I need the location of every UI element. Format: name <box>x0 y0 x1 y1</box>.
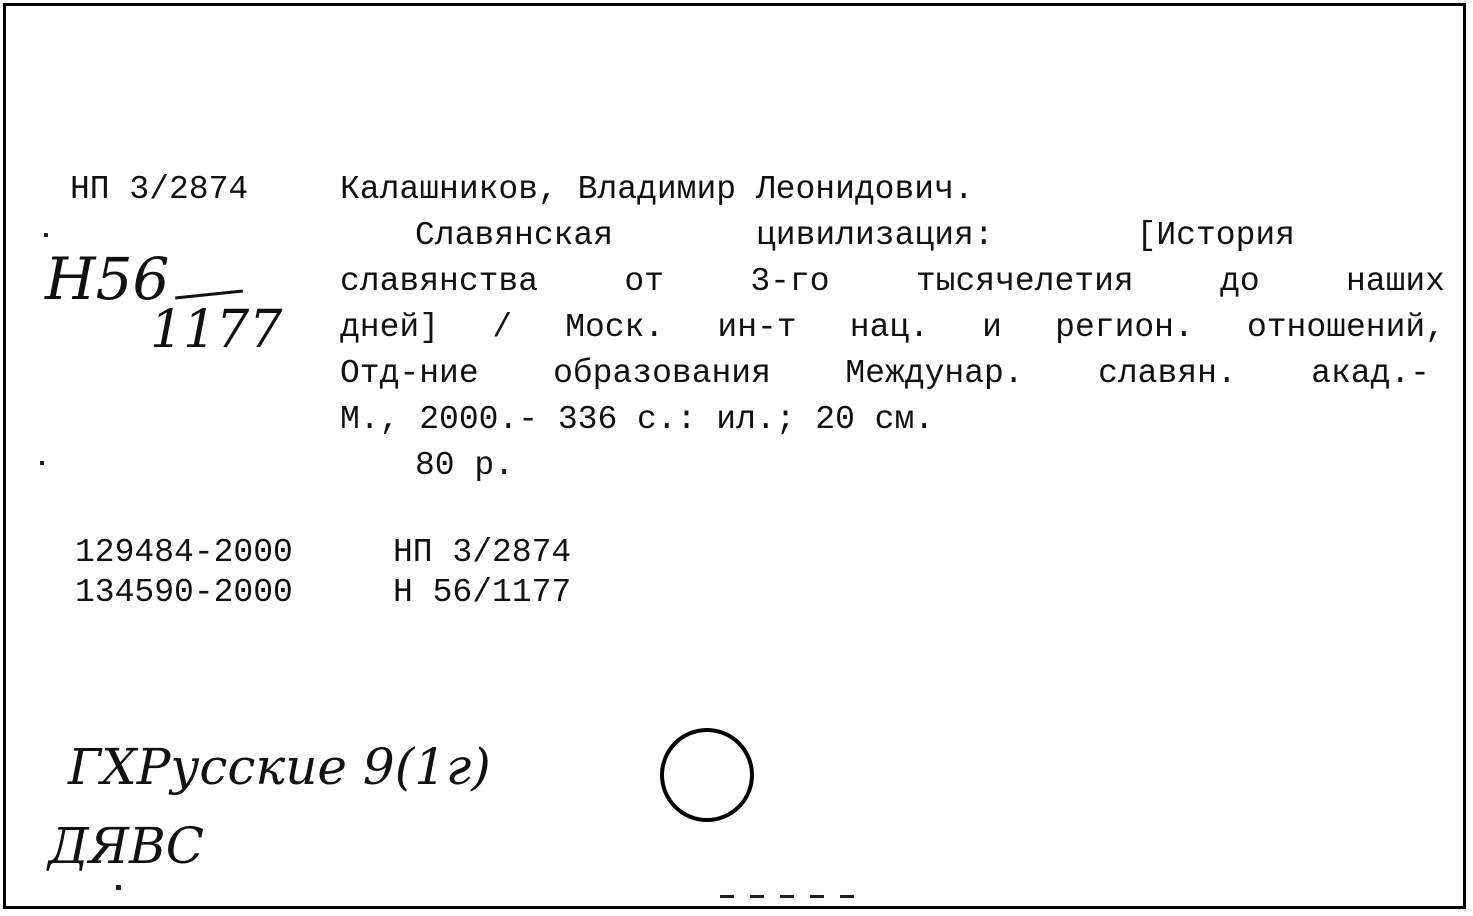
title-line <box>415 213 1295 259</box>
handwritten-code: ДЯВС <box>48 817 205 875</box>
title-word: цивилизация: <box>755 217 994 254</box>
title-word: отношений, <box>1246 309 1445 346</box>
accession-shelf: Н 56/1177 <box>393 574 572 611</box>
title-word: акад.- <box>1311 355 1430 392</box>
handwritten-shelf-number: 1177 <box>150 300 283 360</box>
title-word: образования <box>553 355 771 392</box>
title-word: Междунар. <box>845 355 1024 392</box>
title-word: Отд-ние <box>340 355 479 392</box>
title-line <box>340 351 1430 397</box>
call-number: НП 3/2874 <box>70 171 249 208</box>
title-word: славян. <box>1098 355 1237 392</box>
title-word: / <box>492 309 513 346</box>
title-word: славянства <box>340 263 539 300</box>
title-word: от <box>624 263 664 300</box>
title-word: ин-т <box>717 309 797 346</box>
scan-speck <box>720 895 870 898</box>
title-word: тысячелетия <box>915 263 1134 300</box>
title-line <box>340 259 1445 305</box>
author-heading: Калашников, Владимир Леонидович. <box>340 171 974 208</box>
title-word: дней] <box>340 309 440 346</box>
accession-number: 129484-2000 <box>75 534 293 571</box>
title-word: [История <box>1136 217 1295 254</box>
handwritten-shelf-mark: Н56 <box>45 245 170 313</box>
imprint: М., 2000.- 336 с.: ил.; 20 см. <box>340 401 935 438</box>
title-word: Моск. <box>565 309 665 346</box>
accession-number: 134590-2000 <box>75 574 293 611</box>
scan-speck <box>44 233 48 237</box>
scan-speck <box>40 461 44 465</box>
title-word: Славянская <box>415 217 614 254</box>
title-word: наших <box>1345 263 1445 300</box>
title-word: 3-го <box>750 263 830 300</box>
title-word: регион. <box>1055 309 1194 346</box>
punch-hole-circle <box>660 728 754 822</box>
title-line <box>340 305 1445 351</box>
scan-speck <box>116 885 121 890</box>
title-word: нац. <box>849 309 929 346</box>
accession-shelf: НП 3/2874 <box>393 534 572 571</box>
title-word: до <box>1220 263 1260 300</box>
accession-row <box>75 570 571 616</box>
title-word: и <box>982 309 1002 346</box>
handwritten-subject: ГХРусские 9(1г) <box>68 738 491 796</box>
price: 80 р. <box>415 447 515 484</box>
